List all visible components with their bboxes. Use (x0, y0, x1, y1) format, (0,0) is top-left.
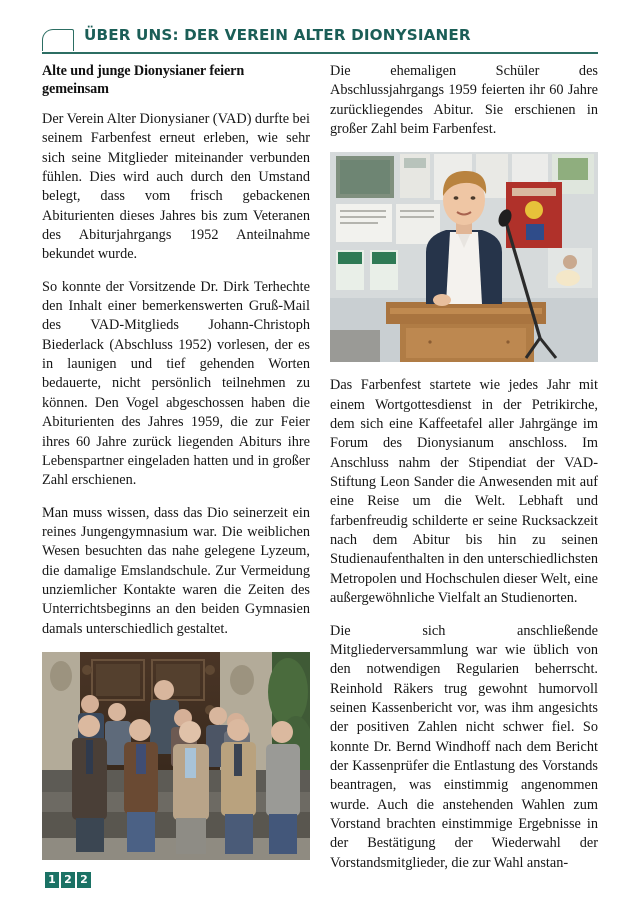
paragraph: Die sich anschließende Mitgliederversammlung war wie üblich von den notwendigen Regularien beherrscht. Reinhold Räkers trug gewohnt humorvoll seinen Kassenbericht vor, was ihm angesichts der positiven Zahlen nicht schwer fiel. So konnte Dr. Bernd Windhoff nach dem Bericht der Kassenprüfer die Entlastung des Vorstands beantragen, was einstimmig angenommen wurde. Auch die anstehenden Wahlen zum Vorstand brachten einstimmige Ergebnisse in der Bestätigung der Wiederwahl der Vorstandsmitglieder, die zur Wahl anstan- (330, 622, 598, 871)
paragraph: Das Farbenfest startete wie jedes Jahr mit einem Wortgottesdienst in der Petrikirche, dem sich eine Kaffeetafel aller Jahrgänge im Forum des Dionysianum anschloss. Im Anschluss nahm der Stipendiat der VAD-Stiftung Leon Sander die Anwesenden mit auf eine Reise um die Welt. Lebhaft und farbenfreudig schilderte er seine Rucksackzeit nach dem Abitur bis hin zu seinen Studienaufenthalten in den unterschiedlichsten Metropolen und Hochschulen dieser Welt, eine außergewöhnliche Vielfalt an Studienorten. (330, 377, 598, 607)
header-divider (42, 52, 598, 54)
group-photo-illustration (42, 652, 310, 860)
section-header (42, 26, 598, 62)
article-subheading: Alte und junge Dionysianer feiern gemeinsam (42, 63, 245, 97)
page-number-digit: 2 (61, 872, 75, 888)
header-bracket-decoration (42, 29, 74, 51)
paragraph: So konnte der Vorsitzende Dr. Dirk Terhechte den Inhalt einer bemerkenswerten Gruß-Mail des VAD-Mitglieds Johann-Christoph Biederlack (Abschluss 1952) vorlesen, der es in launigen und tief gehenden Worten bedauerte, nicht persönlich teilnehmen zu können. Den Vogel abgeschossen haben die Abiturienten des Jahres 1959, die zur Feier ihres 60 Jahre zurück liegenden Abiturs ihre Lebenspartner eingeladen hatten und in großer Zahl erschienen. (42, 278, 310, 489)
group-photo-alumni (42, 652, 310, 860)
speaker-photo-illustration (330, 152, 598, 362)
paragraph: Die ehemaligen Schüler des Abschlussjahrgangs 1959 feierten ihr 60 Jahre zurückliegendes Abitur. Sie erschienen in großer Zahl beim Farbenfest. (330, 63, 598, 138)
page-number-digit: 1 (45, 872, 59, 888)
right-column (330, 62, 598, 873)
page-number-badge (45, 872, 91, 888)
page-number-digit: 2 (77, 872, 91, 888)
speaker-photo (330, 152, 598, 362)
page-title: ÜBER UNS: DER VEREIN ALTER DIONYSIANER (84, 26, 471, 44)
left-column (42, 62, 310, 860)
paragraph: Der Verein Alter Dionysianer (VAD) durfte bei seinem Farbenfest erneut erleben, wie sehr sich seine Mitglieder miteinander verbunden fühlen. Dies wird auch durch den Umstand belegt, dass vom frisch gebackenen Abiturienten dieses Jahres bis zum Veteranen des Abiturjahrgangs 1952 Anteilnahme bekundet wurde. (42, 111, 310, 263)
paragraph: Man muss wissen, dass das Dio seinerzeit ein reines Jungengymnasium war. Die weiblichen Wesen besuchten das nahe gelegene Lyzeum, die damalige Emslandschule. Zur Vermeidung unziemlicher Kontakte waren die Zeiten des Unterrichtsbeginns an den beiden Gymnasien damals unterschiedlich gestaltet. (42, 504, 310, 637)
